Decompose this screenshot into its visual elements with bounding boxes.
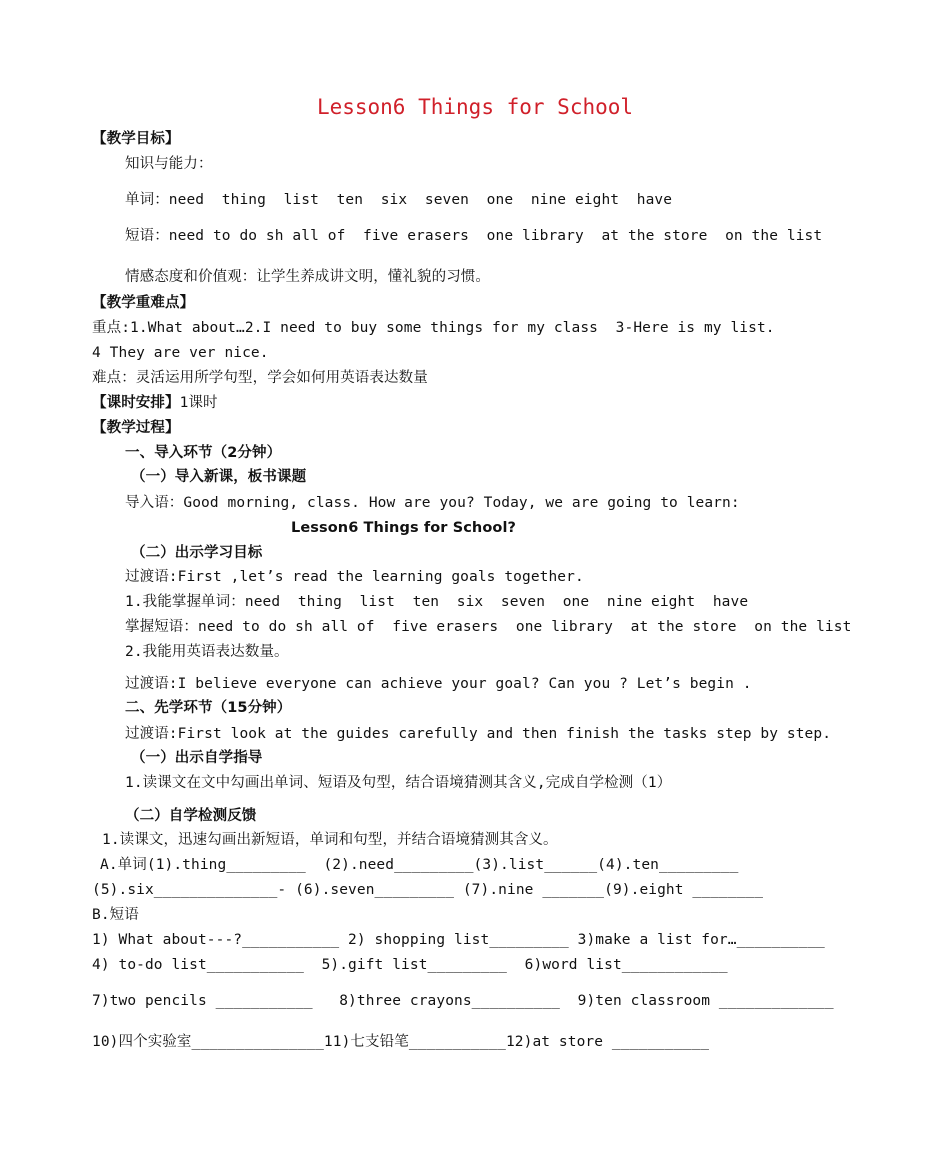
exercise-line: (5).six______________- (6).seven_________ (7).nine _______(9).eight ________	[92, 882, 764, 898]
text-line: 重点:1.What about…2.I need to buy some things for my class 3-Here is my list.	[92, 320, 775, 336]
text-line: 短语：need to do sh all of five erasers one library at the store on the list	[125, 228, 823, 244]
subsection-heading: （一）导入新课，板书课题	[131, 469, 307, 485]
subsection-heading: （二）出示学习目标	[131, 545, 263, 561]
exercise-heading: B.短语	[92, 907, 139, 923]
exercise-line: 10)四个实验室_______________11)七支铅笔___________12)at store ___________	[92, 1034, 710, 1050]
text-line: 过渡语:I believe everyone can achieve your goal? Can you ? Let’s begin .	[125, 676, 752, 692]
schedule-line	[92, 393, 218, 413]
exercise-line: 1) What about---?___________ 2) shopping list_________ 3)make a list for…__________	[92, 932, 825, 948]
section-heading-objectives: 【教学目标】	[92, 131, 180, 147]
text-line: 1.读课文，迅速勾画出新短语，单词和句型，并结合语境猜测其含义。	[102, 832, 558, 848]
text-line: 4 They are ver nice.	[92, 345, 269, 361]
text-line: 2.我能用英语表达数量。	[125, 644, 289, 660]
subsection-heading: （二）自学检测反馈	[125, 808, 257, 824]
text-line: 掌握短语：need to do sh all of five erasers one library at the store on the list	[125, 619, 852, 635]
section-heading-process: 【教学过程】	[92, 420, 180, 436]
centered-lesson-title: Lesson6 Things for School?	[291, 520, 517, 536]
exercise-line: 4) to-do list___________ 5).gift list_________ 6)word list____________	[92, 957, 728, 973]
text-line: 知识与能力：	[125, 156, 213, 172]
exercise-line: 7)two pencils ___________ 8)three crayons__________ 9)ten classroom _____________	[92, 993, 834, 1009]
exercise-line: A.单词(1).thing_________ (2).need_________(3).list______(4).ten_________	[100, 857, 739, 873]
document-title: Lesson6 Things for School	[316, 95, 634, 119]
schedule-value: 1课时	[179, 395, 218, 411]
text-line: 导入语：Good morning, class. How are you? Today, we are going to learn:	[125, 495, 740, 511]
text-line: 1.读课文在文中勾画出单词、短语及句型，结合语境猜测其含义,完成自学检测（1）	[125, 775, 672, 791]
text-line: 1.我能掌握单词：need thing list ten six seven one nine eight have	[125, 594, 749, 610]
section-heading-key-points: 【教学重难点】	[92, 295, 195, 311]
text-line: 过渡语:First ,let’s read the learning goals together.	[125, 569, 584, 585]
text-line: 过渡语:First look at the guides carefully and then finish the tasks step by step.	[125, 726, 832, 742]
section-heading-schedule: 【课时安排】	[92, 395, 180, 411]
subsection-heading: （一）出示自学指导	[131, 750, 263, 766]
text-line: 情感态度和价值观：让学生养成讲文明，懂礼貌的习惯。	[125, 269, 490, 285]
text-line: 难点：灵活运用所学句型，学会如何用英语表达数量	[92, 370, 428, 386]
subsection-heading: 二、先学环节（15分钟）	[125, 700, 292, 716]
text-line: 单词：need thing list ten six seven one nine eight have	[125, 192, 673, 208]
subsection-heading: 一、导入环节（2分钟）	[125, 445, 282, 461]
